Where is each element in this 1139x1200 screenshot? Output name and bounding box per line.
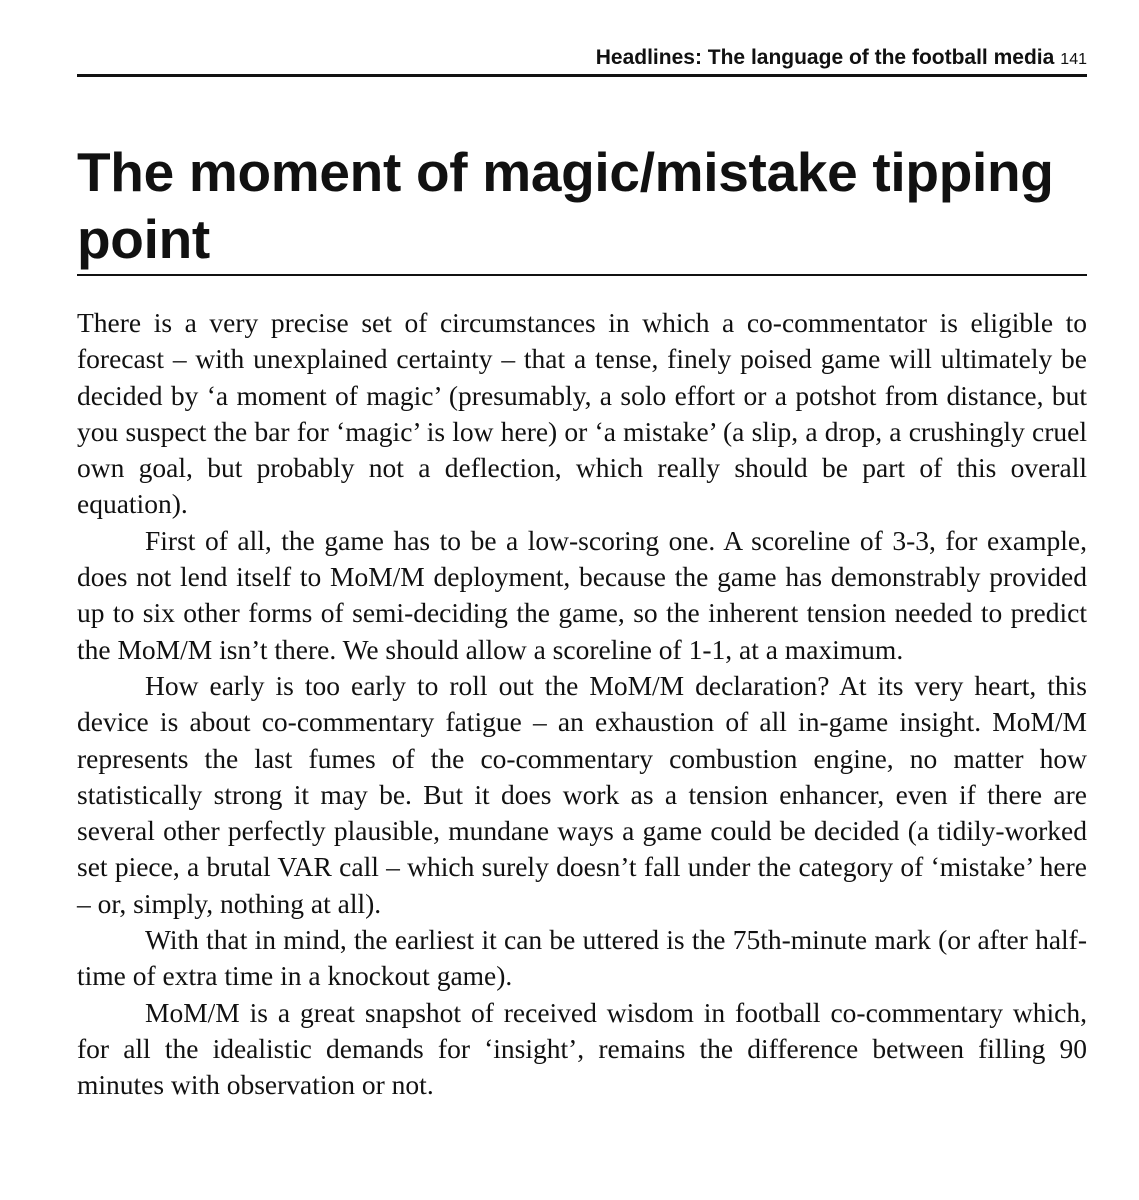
title-rule — [77, 274, 1087, 276]
paragraph: With that in mind, the earliest it can be uttered is the 75th-minute mark (or after half-time of extra time in a knockout game). — [77, 924, 1087, 992]
paragraph: How early is too early to roll out the MoM/M declaration? At its very heart, this device is about co-commentary fatigue – an exhaustion of all in-game insight. MoM/M represents the last fumes of the co-commentary combustion engine, no matter how statistically strong it may be. But it does work as a tension enhancer, even if there are several other perfectly plausible, mundane ways a game could be decided (a tidily-worked set piece, a brutal VAR call – which surely doesn’t fall under the category of ‘mistake’ here – or, simply, nothing at all). — [77, 669, 1087, 919]
header-rule — [77, 74, 1087, 77]
running-head-title: Headlines: The language of the football media — [595, 46, 1055, 69]
body-text — [77, 305, 1087, 1104]
running-head — [77, 46, 1087, 70]
paragraph: There is a very precise set of circumstances in which a co-commentator is eligible to forecast – with unexplained certainty – that a tense, finely poised game will ultimately be decided by ‘a moment of magic’ (presumably, a solo effort or a potshot from distance, but you suspect the bar for ‘magic’ is low here) or ‘a mistake’ (a slip, a drop, a crushingly cruel own goal, but probably not a deflection, which really should be part of this overall equation). — [77, 307, 1087, 520]
paragraph: MoM/M is a great snapshot of received wisdom in football co-commentary which, for all the idealistic demands for ‘insight’, remains the difference between filling 90 minutes with observation or not. — [77, 996, 1087, 1101]
page-number: 141 — [1060, 51, 1087, 68]
chapter-title: The moment of magic/mistake tipping point — [77, 141, 1054, 270]
paragraph: First of all, the game has to be a low-scoring one. A scoreline of 3-3, for example, does not lend itself to MoM/M deployment, because the game has demonstrably provided up to six other forms of semi-deciding the game, so the inherent tension needed to predict the MoM/M isn’t there. We should allow a scoreline of 1-1, at a maximum. — [77, 524, 1087, 665]
